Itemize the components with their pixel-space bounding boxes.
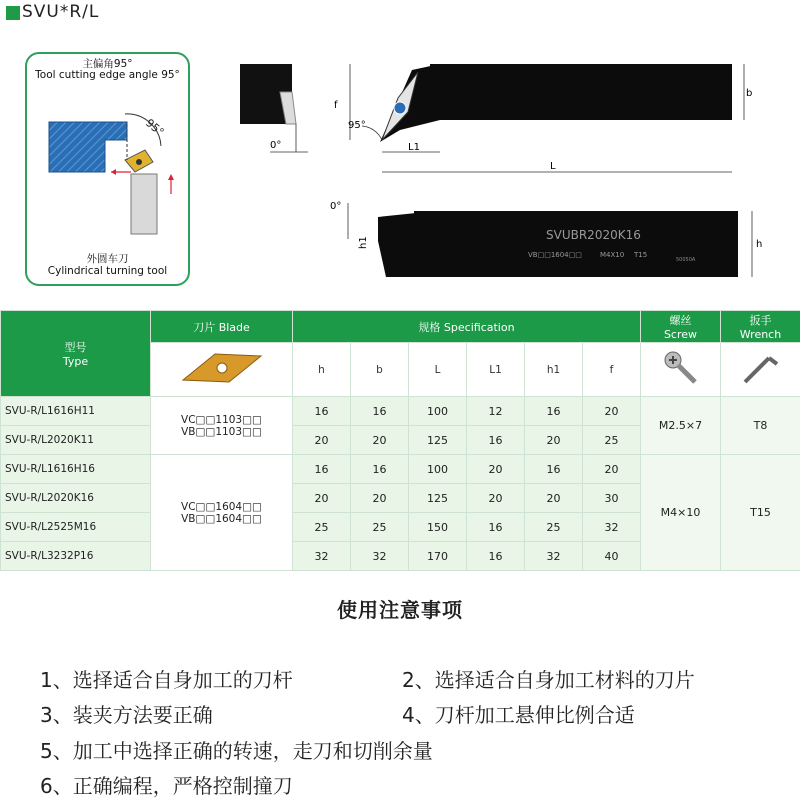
side-view-drawing (320, 195, 770, 285)
table-row: SVU-R/L2020K11 20 20 125 16 20 25 (1, 426, 800, 455)
wrench-group-1: T8 (721, 397, 800, 455)
screw-icon (641, 343, 721, 397)
spec-col-h1: h1 (525, 343, 583, 397)
spec-col-f: f (583, 343, 641, 397)
title-marker (6, 6, 20, 20)
notes-title: 使用注意事项 (337, 598, 463, 622)
top-dim-f: f (334, 100, 338, 111)
side-wrench-text: T15 (634, 251, 648, 259)
tool-angle-box (25, 52, 190, 286)
table-row: SVU-R/L1616H11 VC□□1103□□ VB□□1103□□ 16 16 100 12 16 20 M2.5×7 T8 (1, 397, 800, 426)
screw-group-2: M4×10 (641, 455, 721, 571)
side-small-text: 50050A (676, 257, 696, 263)
table-row: SVU-R/L1616H16 VC□□1604□□ VB□□1604□□ 16 16 100 20 16 20 M4×10 T15 (1, 455, 800, 484)
note-item: 2、选择适合自身加工材料的刀片 (402, 668, 695, 692)
blade-header: 刀片 Blade (151, 311, 293, 343)
wrench-header: 扳手 Wrench (721, 311, 800, 343)
note-item: 3、装夹方法要正确 (40, 703, 213, 727)
top-dim-b: b (746, 88, 753, 99)
blade-insert-icon (151, 343, 293, 397)
wrench-icon (721, 343, 800, 397)
side-shank-text: SVUBR2020K16 (546, 228, 641, 242)
table-row: SVU-R/L2020K16 20 20 125 20 20 30 (1, 484, 800, 513)
spec-col-h: h (293, 343, 351, 397)
note-item: 1、选择适合自身加工的刀杆 (40, 668, 293, 692)
angle-diagram-label: 95° (143, 116, 167, 139)
side-angle-0: 0° (330, 201, 342, 212)
note-item: 4、刀杆加工悬伸比例合适 (402, 703, 635, 727)
side-dim-h: h (756, 239, 763, 250)
angle-caption-cn: 主偏角95° (82, 58, 133, 70)
wrench-group-2: T15 (721, 455, 800, 571)
top-angle-95: 95° (348, 120, 366, 131)
type-header: 型号 Type (1, 311, 151, 397)
turning-caption-en: Cylindrical turning tool (47, 265, 168, 277)
spec-col-b: b (351, 343, 409, 397)
spec-table (0, 310, 800, 571)
top-view-drawing (230, 52, 770, 182)
top-dim-l: L (550, 161, 556, 172)
side-dim-h1: h1 (358, 236, 369, 249)
spec-col-l: L (409, 343, 467, 397)
blade-group-1: VC□□1103□□ VB□□1103□□ (151, 397, 293, 455)
screw-header: 螺丝 Screw (641, 311, 721, 343)
turning-caption-cn: 外圆车刀 (86, 253, 129, 265)
side-screw-text: M4X10 (600, 251, 625, 259)
angle-diagram (27, 84, 188, 249)
table-row: SVU-R/L2525M16 25 25 150 16 25 32 (1, 513, 800, 542)
angle-caption-en: Tool cutting edge angle 95° (35, 69, 180, 81)
tool-shank-shape (131, 174, 157, 234)
note-item: 5、加工中选择正确的转速，走刀和切削余量 (40, 739, 433, 763)
blade-group-2: VC□□1604□□ VB□□1604□□ (151, 455, 293, 571)
spec-header: 规格 Specification (293, 311, 641, 343)
note-item: 6、正确编程，严格控制撞刀 (40, 774, 293, 798)
top-shank (430, 64, 732, 120)
screw-group-1: M2.5×7 (641, 397, 721, 455)
table-row: SVU-R/L3232P16 32 32 170 16 32 40 (1, 542, 800, 571)
side-shank (414, 211, 738, 277)
page-title: SVU*R/L (22, 2, 100, 22)
spec-col-l1: L1 (467, 343, 525, 397)
top-dim-l1: L1 (408, 142, 420, 153)
top-angle-0: 0° (270, 140, 282, 151)
workpiece-shape (49, 122, 127, 172)
side-insert-text: VB□□1604□□ (528, 251, 582, 259)
